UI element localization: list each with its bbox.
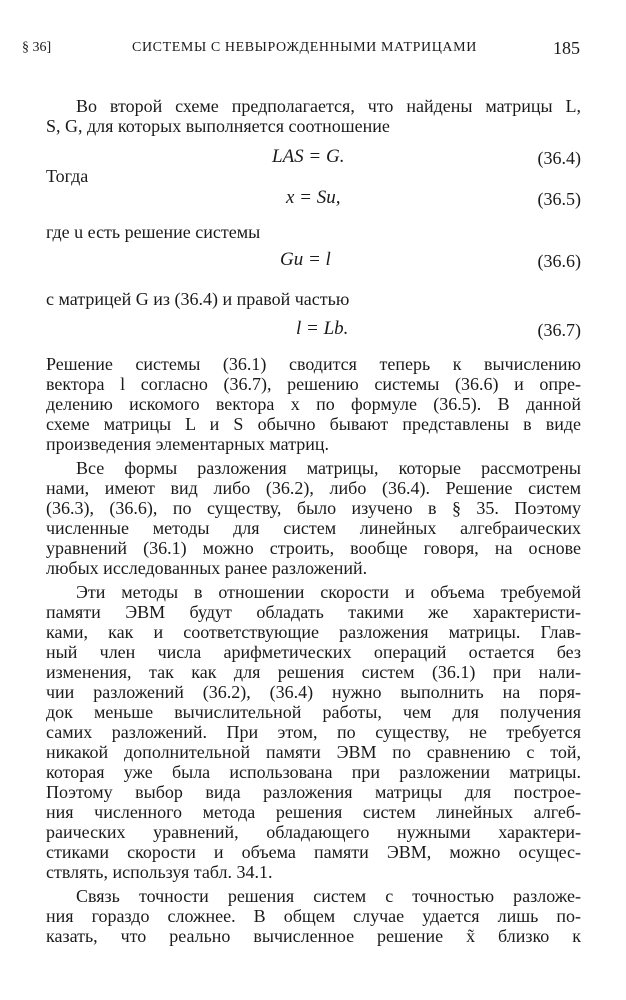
- text-line: Поэтому выбор вида разложения матрицы для построе-: [46, 782, 581, 802]
- text-line: ствлять, используя табл. 34.1.: [46, 862, 273, 882]
- text-line: любых исследованных ранее разложений.: [46, 558, 368, 578]
- equation-number: (36.4): [537, 148, 581, 168]
- text-line: казать, что реально вычисленное решение x̃ близко к: [46, 926, 581, 946]
- equation-number: (36.7): [537, 320, 581, 340]
- text-line: Тогда: [46, 166, 89, 186]
- text-line: ками, как и соответствующие разложения матрицы. Глав-: [46, 622, 581, 642]
- text-line: численные методы для систем линейных алгебраических: [46, 518, 581, 538]
- text-line: S, G, для которых выполняется соотношение: [46, 116, 390, 136]
- running-title: СИСТЕМЫ С НЕВЫРОЖДЕННЫМИ МАТРИЦАМИ: [132, 40, 477, 55]
- text-line: стиками скорости и объема памяти ЭВМ, можно осущес-: [46, 842, 581, 862]
- text-line: Связь точности решения систем с точностью разложе-: [76, 886, 581, 906]
- running-header: [22, 38, 580, 60]
- text-line: раических уравнений, обладающего нужными характери-: [46, 822, 581, 842]
- equation-number: (36.6): [537, 251, 581, 271]
- text-line: ния численного метода решения систем линейных алгеб-: [46, 802, 581, 822]
- text-line: где u есть решение системы: [46, 222, 261, 242]
- text-line: Все формы разложения матрицы, которые рассмотрены: [76, 458, 581, 478]
- text-line: памяти ЭВМ будут обладать такими же характеристи-: [46, 602, 581, 622]
- text-line: делению искомого вектора x по формуле (36.5). В данной: [46, 394, 581, 414]
- section-ref: § 36]: [22, 40, 52, 55]
- formula-36-4: LAS = G.: [272, 146, 345, 167]
- text-line: которая уже была использована при разложении матрицы.: [46, 762, 581, 782]
- text-line: никакой дополнительной памяти ЭВМ по сравнению с той,: [46, 742, 581, 762]
- text-line: самих разложений. При этом, по существу, не требуется: [46, 722, 581, 742]
- page-number: 185: [553, 38, 580, 58]
- text-line: Эти методы в отношении скорости и объема требуемой: [76, 582, 581, 602]
- formula-36-7: l = Lb.: [296, 318, 349, 339]
- equation-number: (36.5): [537, 189, 581, 209]
- text-line: с матрицей G из (36.4) и правой частью: [46, 289, 350, 309]
- text-line: док меньше вычислительной работы, чем для получения: [46, 702, 581, 722]
- text-line: Во второй схеме предполагается, что найдены матрицы L,: [76, 96, 581, 116]
- text-line: вектора l согласно (36.7), решению системы (36.6) и опре-: [46, 374, 581, 394]
- text-line: ния гораздо сложнее. В общем случае удается лишь по-: [46, 906, 581, 926]
- text-line: произведения элементарных матриц.: [46, 434, 330, 454]
- text-line: (36.3), (36.6), по существу, было изучено в § 35. Поэтому: [46, 498, 581, 518]
- formula-36-6: Gu = l: [280, 249, 331, 270]
- formula-36-5: x = Su,: [286, 187, 341, 208]
- text-line: ный член числа арифметических операций остается без: [46, 642, 581, 662]
- text-line: схеме матрицы L и S обычно бывают представлены в виде: [46, 414, 581, 434]
- text-line: нами, имеют вид либо (36.2), либо (36.4). Решение систем: [46, 478, 581, 498]
- text-line: изменения, так как для решения систем (36.1) при нали-: [46, 662, 581, 682]
- text-line: чии разложений (36.2), (36.4) нужно выполнить на поря-: [46, 682, 581, 702]
- text-line: уравнений (36.1) можно строить, вообще говоря, на основе: [46, 538, 581, 558]
- text-line: Решение системы (36.1) сводится теперь к вычислению: [46, 354, 581, 374]
